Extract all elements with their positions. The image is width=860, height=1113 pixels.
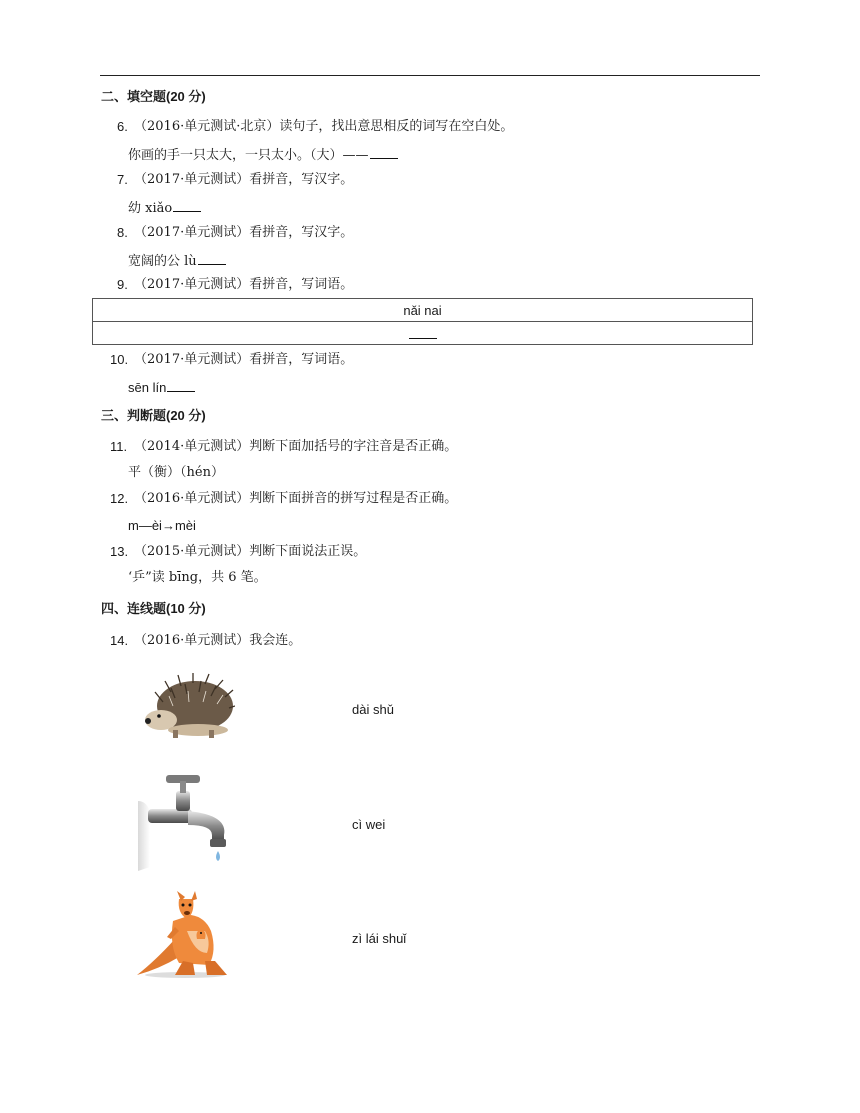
section-title-fill-in: 二、填空题(20 分) [101,89,206,104]
question-number: 13. [110,544,129,559]
question-stem: （2016·单元测试·北京）读句子，找出意思相反的词写在空白处。 [134,119,514,134]
kangaroo-image[interactable] [135,891,233,979]
answer-blank[interactable] [409,325,437,339]
question-number: 9. [117,277,128,292]
question-stem: （2016·单元测试）判断下面拼音的拼写过程是否正确。 [134,491,458,506]
section-title-matching: 四、连线题(10 分) [101,601,206,616]
question-stem: （2015·单元测试）判断下面说法正误。 [134,544,367,559]
pinyin-table [92,298,753,345]
answer-blank[interactable] [370,145,398,159]
answer-cell[interactable] [93,322,753,345]
question-line [128,145,398,165]
question-stem: （2017·单元测试）看拼音，写汉字。 [134,225,354,240]
question-line [128,378,195,397]
answer-blank[interactable] [173,198,201,212]
question-stem: （2017·单元测试）看拼音，写词语。 [134,352,354,367]
question-text: ‘乒”读 bīng，共 6 笔。 [128,570,267,585]
answer-blank[interactable] [198,251,226,265]
question-text: 幼 xiǎo [128,201,173,216]
pinyin-option[interactable]: zì lái shuǐ [352,931,407,946]
top-rule [100,75,760,76]
faucet-image[interactable] [136,771,232,871]
question-number: 8. [117,225,128,240]
question-stem: （2017·单元测试）看拼音，写词语。 [134,277,354,292]
question-text: sēn lín [128,380,167,395]
question-number: 6. [117,119,128,134]
question-stem: （2016·单元测试）我会连。 [134,633,302,648]
question-number: 10. [110,352,129,367]
question-stem: （2017·单元测试）看拼音，写汉字。 [134,172,354,187]
question-number: 11. [110,439,128,454]
section-title-judgement: 三、判断题(20 分) [101,408,206,423]
question-number: 14. [110,633,129,648]
question-line [128,198,201,218]
question-text: m—èi→mèi [128,518,196,533]
answer-blank[interactable] [167,378,195,392]
pinyin-option[interactable]: dài shǔ [352,702,394,717]
question-text: 平（衡）（hén） [128,465,224,480]
pinyin-cell: nǎi nai [93,299,753,322]
hedgehog-image[interactable] [143,672,235,742]
question-text: 你画的手一只太大，一只太小。（大）—— [128,148,369,163]
question-number: 12. [110,491,129,506]
question-number: 7. [117,172,128,187]
question-line [128,251,226,271]
question-text: 宽阔的公 lù [128,254,197,269]
pinyin-option[interactable]: cì wei [352,817,386,832]
question-stem: （2014·单元测试）判断下面加括号的字注音是否正确。 [134,439,458,454]
